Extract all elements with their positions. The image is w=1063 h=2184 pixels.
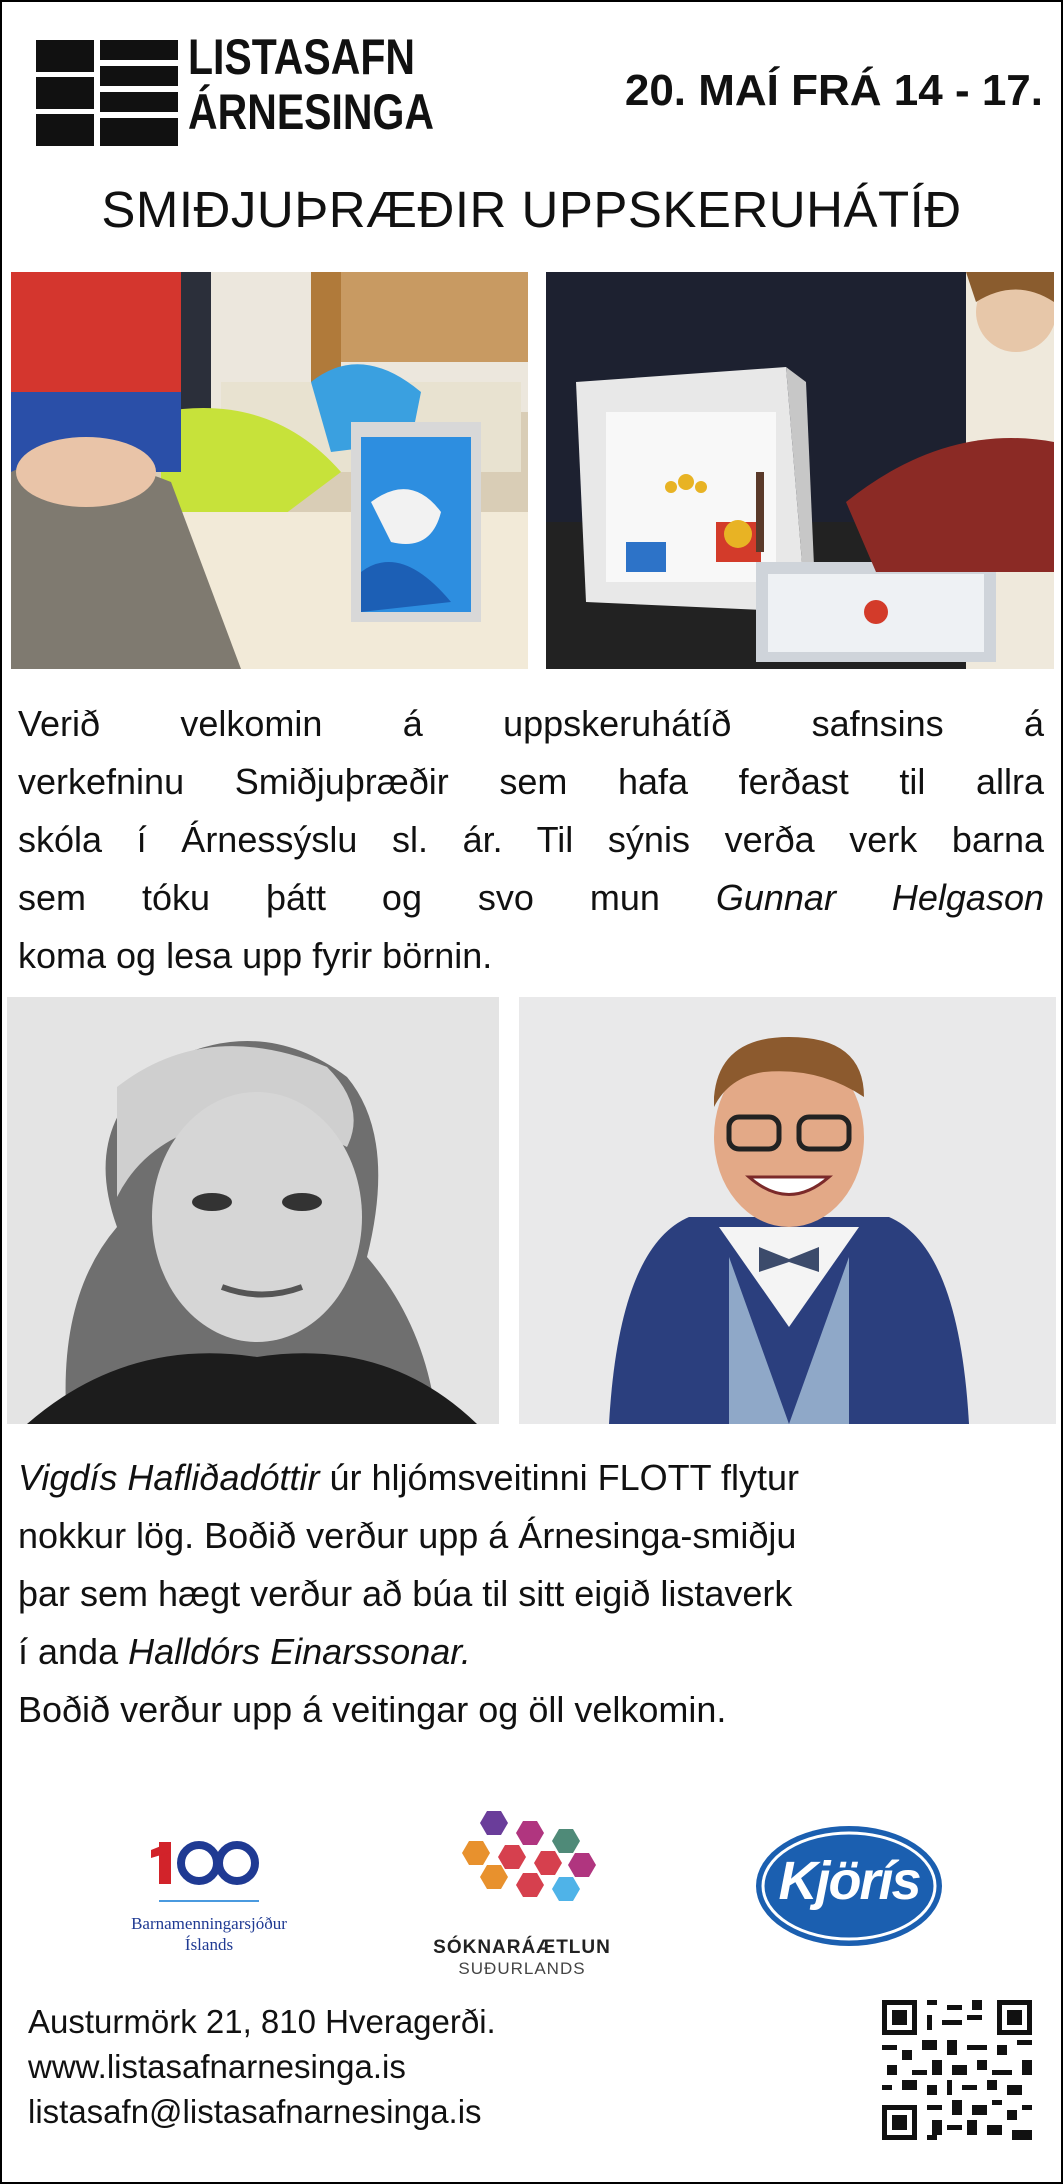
portrait-vigdis	[7, 997, 499, 1424]
intro-line-3: skóla í Árnessýslu sl. ár. Til sýnis verða verk barna	[18, 819, 1044, 860]
qr-code-icon	[882, 2000, 1032, 2140]
guest-name-gunnar: Gunnar Helgason	[715, 877, 1044, 918]
details-line-2: nokkur lög. Boðið verður upp á Árnesinga-smiðju	[18, 1515, 797, 1556]
hexagon-cluster-icon	[447, 1807, 597, 1925]
details-line-1	[18, 1449, 1044, 1507]
intro-paragraph	[18, 695, 1044, 985]
logo-text	[188, 30, 434, 140]
page-title: SMIÐJUÞRÆÐIR UPPSKERUHÁTÍÐ	[101, 181, 962, 238]
details-line-1-text: úr hljómsveitinni FLOTT flytur	[319, 1457, 799, 1498]
contact-website: www.listasafnarnesinga.is	[28, 2048, 406, 2085]
contact-email: listasafn@listasafnarnesinga.is	[28, 2093, 482, 2130]
portrait-gunnar	[519, 997, 1056, 1424]
sponsor-barna-line-1: Barnamenningarsjóður	[131, 1914, 287, 1933]
contact-address: Austurmörk 21, 810 Hveragerði.	[28, 2003, 496, 2040]
sponsor-kjoris-logo	[754, 1824, 944, 1948]
workshop-photo-1	[11, 272, 528, 669]
sponsor-sokn-line-1: SÓKNARÁÆTLUN	[433, 1937, 611, 1958]
details-line-4	[18, 1623, 1044, 1681]
museum-logo	[36, 30, 446, 148]
logo-line-2: ÁRNESINGA	[188, 84, 435, 140]
sponsor-soknaraetlun-logo	[422, 1807, 622, 1982]
intro-line-5: koma og lesa upp fyrir börnin.	[18, 935, 493, 976]
sponsor-barna-line-2: Íslands	[184, 1935, 234, 1954]
intro-line-1: Verið velkomin á uppskeruhátíð safnsins á	[18, 703, 1044, 744]
details-line-5: Boðið verður upp á veitingar og öll velkomin.	[18, 1689, 727, 1730]
kjoris-wordmark: Kjörís	[778, 1851, 920, 1911]
event-date: 20. MAÍ FRÁ 14 - 17.	[624, 66, 1043, 115]
details-paragraph	[18, 1449, 1044, 1739]
artist-name-halldor: Halldórs Einarssonar.	[128, 1631, 471, 1672]
sponsor-sokn-line-2: SUÐURLANDS	[458, 1959, 586, 1978]
intro-line-4-text: sem tóku þátt og svo mun	[18, 877, 660, 918]
sponsor-barnamenningarsjodur-logo	[114, 1834, 304, 1962]
workshop-photo-2	[546, 272, 1054, 669]
details-line-4-text: í anda	[18, 1631, 129, 1672]
intro-line-4	[18, 869, 1044, 927]
logo-line-1: LISTASAFN	[188, 29, 416, 85]
performer-name-vigdis: Vigdís Hafliðadóttir	[18, 1457, 320, 1498]
intro-line-2: verkefninu Smiðjuþræðir sem hafa ferðast til allra	[18, 761, 1044, 802]
barnamenningarsjodur-100-icon	[149, 1834, 269, 1914]
contact-info	[28, 1999, 496, 2134]
details-line-3: þar sem hægt verður að búa til sitt eigið listaverk	[18, 1573, 793, 1614]
logo-mark-icon	[36, 40, 178, 146]
